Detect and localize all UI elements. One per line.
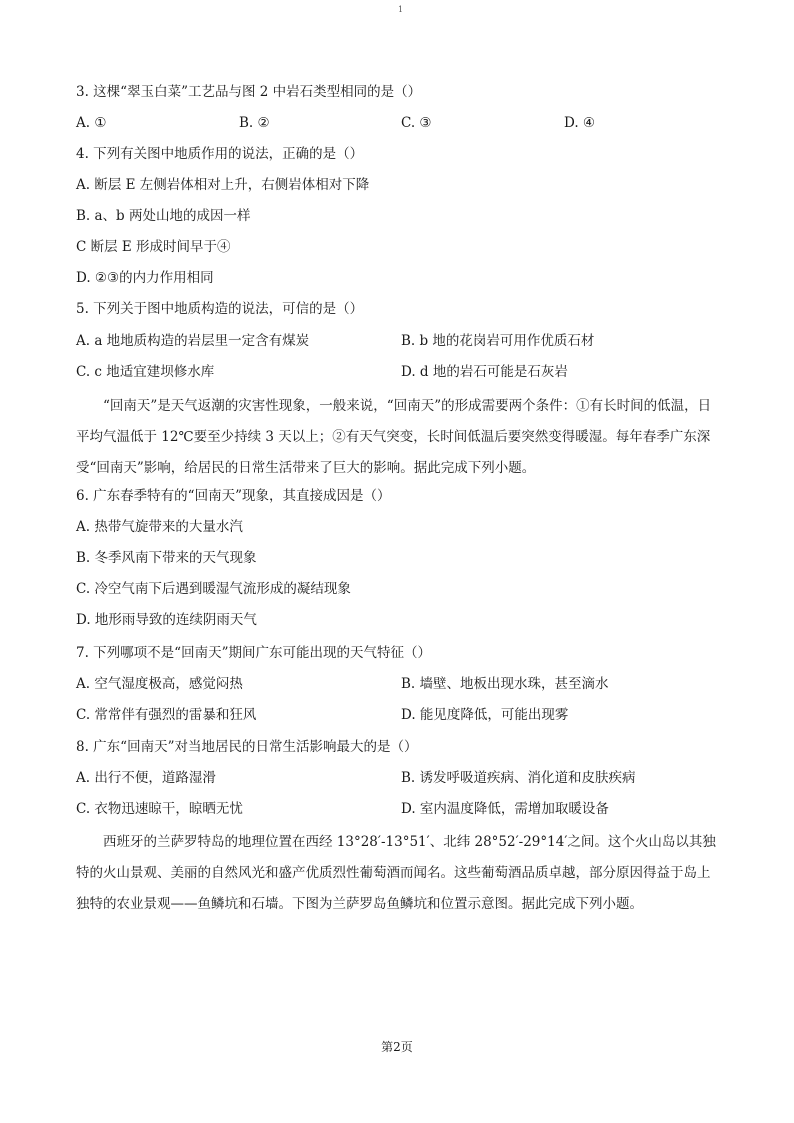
q4-option-d: D. ②③的内力作用相同 — [76, 270, 214, 286]
q4-option-c: C 断层 E 形成时间早于④ — [76, 239, 231, 255]
q5-option-b: B. b 地的花岗岩可用作优质石材 — [401, 333, 595, 349]
q3-option-a: A. ① — [76, 115, 107, 131]
q8-option-a: A. 出行不便，道路湿滑 — [76, 770, 216, 786]
q8-stem: 8. 广东“回南天”对当地居民的日常生活影响最大的是（） — [76, 739, 418, 755]
q3-option-b: B. ② — [239, 115, 270, 131]
q6-option-a: A. 热带气旋带来的大量水汽 — [76, 519, 243, 535]
q7-option-d: D. 能见度降低，可能出现雾 — [401, 707, 569, 723]
q5-option-c: C. c 地适宜建坝修水库 — [76, 364, 215, 380]
q3-stem: 3. 这棵“翠玉白菜”工艺品与图 2 中岩石类型相同的是（） — [76, 84, 422, 100]
passage-huinantian-text: “回南天”是天气返潮的灾害性现象，一般来说，“回南天”的形成需要两个条件：①有长时间的低温，日平均气温低于 12℃要至少持续 3 天以上；②有天气突变，长时间低温后要突然变得暖湿。每年春季广东深受“回南天”影响，给居民的日常生活带来了巨大的影响。据此完成下列小题。 — [76, 398, 712, 476]
q8-option-d: D. 室内温度降低，需增加取暖设备 — [401, 801, 609, 817]
q5-stem: 5. 下列关于图中地质构造的说法，可信的是（） — [76, 301, 364, 317]
q3-option-c: C. ③ — [401, 115, 432, 131]
page-number: 第2页 — [381, 1040, 413, 1054]
q4-option-b: B. a、b 两处山地的成因一样 — [76, 208, 251, 224]
top-mark: 1 — [398, 5, 404, 14]
q8-option-c: C. 衣物迅速晾干，晾晒无忧 — [76, 801, 243, 817]
q6-option-c: C. 冷空气南下后遇到暖湿气流形成的凝结现象 — [76, 581, 351, 597]
q7-option-a: A. 空气湿度极高，感觉闷热 — [76, 676, 243, 692]
q7-option-b: B. 墙壁、地板出现水珠，甚至滴水 — [401, 676, 609, 692]
q3-option-d: D. ④ — [564, 115, 596, 131]
q6-option-b: B. 冬季风南下带来的天气现象 — [76, 550, 257, 566]
q4-stem: 4. 下列有关图中地质作用的说法，正确的是（） — [76, 146, 364, 162]
q7-stem: 7. 下列哪项不是“回南天”期间广东可能出现的天气特征（） — [76, 645, 431, 661]
q7-option-c: C. 常常伴有强烈的雷暴和狂风 — [76, 707, 257, 723]
q4-option-a: A. 断层 E 左侧岩体相对上升，右侧岩体相对下降 — [76, 177, 370, 193]
q8-option-b: B. 诱发呼吸道疾病、消化道和皮肤疾病 — [401, 770, 636, 786]
passage-huinantian — [76, 391, 722, 484]
q6-option-d: D. 地形雨导致的连续阴雨天气 — [76, 612, 257, 628]
passage-lanzarote-text: 西班牙的兰萨罗特岛的地理位置在西经 13°28′-13°51′、北纬 28°52′-29°14′之间。这个火山岛以其独特的火山景观、美丽的自然风光和盛产优质烈性葡萄酒而闻名。这些葡萄酒品质卓越，部分原因得益于岛上独特的农业景观——鱼鳞坑和石墙。下图为兰萨罗岛鱼鳞坑和位置示意图。据此完成下列小题。 — [76, 834, 716, 912]
passage-lanzarote — [76, 827, 722, 920]
q5-option-d: D. d 地的岩石可能是石灰岩 — [401, 364, 568, 380]
q5-option-a: A. a 地地质构造的岩层里一定含有煤炭 — [76, 333, 310, 349]
q6-stem: 6. 广东春季特有的“回南天”现象，其直接成因是（） — [76, 488, 391, 504]
